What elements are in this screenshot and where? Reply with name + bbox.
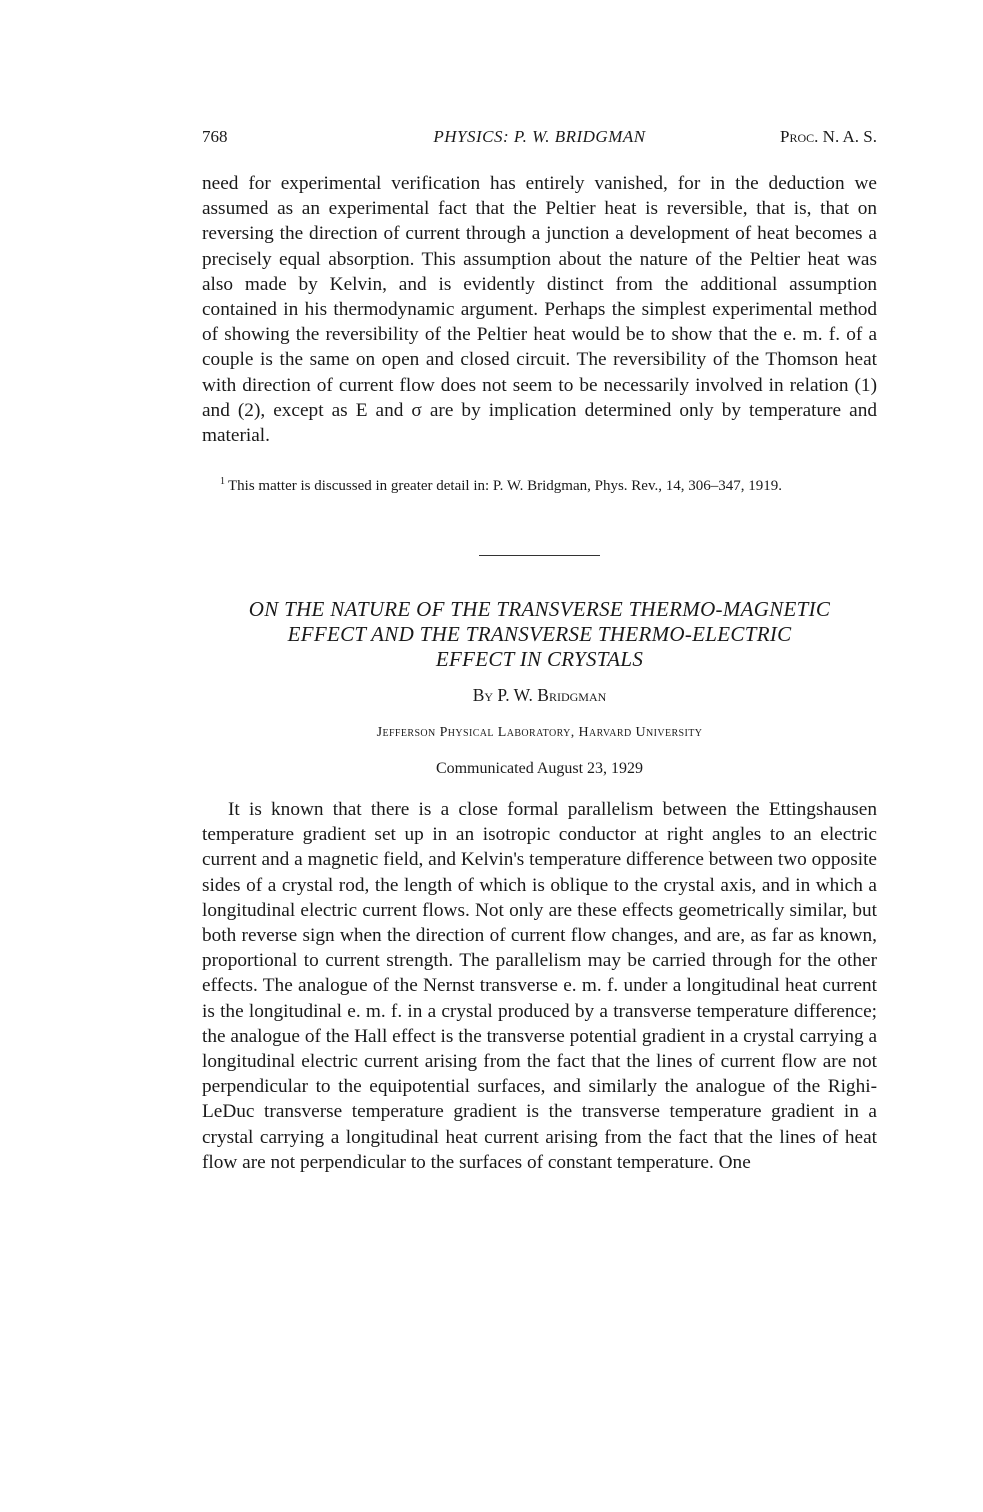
article-title-line: EFFECT IN CRYSTALS — [435, 647, 644, 671]
author-byline: By P. W. Bridgman — [472, 685, 607, 705]
author-affiliation: Jefferson Physical Laboratory, Harvard University — [376, 725, 703, 740]
communicated-date: Communicated August 23, 1929 — [435, 760, 644, 777]
page-number: 768 — [202, 127, 228, 146]
article-first-paragraph-text: It is known that there is a close formal parallelism between the Ettingshausen temperature gradient set up in an isotropic conductor at right angles to an electric current and a magnetic field, and Kelvin's temperature difference between two opposite sides of a crystal rod, the length of which is oblique to the crystal axis, and in which a longitudinal electric current flows. Not only are these effects geometrically similar, but both reverse sign when the direction of current flow changes, and are, as far as known, proportional to current strength. The parallelism may be carried through for the other effects. The analogue of the Nernst transverse e. m. f. under a longitudinal heat current is the longitudinal e. m. f. in a crystal produced by a transverse temperature difference; the analogue of the Hall effect is the transverse potential gradient in a crystal carrying a longitudinal electric current arising from the fact that the lines of current flow are not perpendicular to the equipotential surfaces, and similarly the analogue of the Righi-LeDuc transverse temperature gradient is the transverse temperature gradient in a crystal carrying a longitudinal heat current arising from the fact that the lines of heat flow are not perpendicular to the surfaces of constant temperature. One — [202, 799, 877, 1173]
article-first-paragraph — [202, 797, 877, 1175]
running-title: PHYSICS: P. W. BRIDGMAN — [433, 127, 646, 146]
section-divider — [479, 555, 600, 556]
article-title — [202, 597, 877, 672]
article-title-line: ON THE NATURE OF THE TRANSVERSE THERMO-MAGNETIC — [248, 597, 831, 621]
footnote-marker: 1 — [220, 476, 225, 487]
continued-paragraph — [202, 171, 877, 448]
journal-name: Proc. N. A. S. — [780, 127, 877, 146]
article-title-line: EFFECT AND THE TRANSVERSE THERMO-ELECTRIC — [287, 622, 792, 646]
page-header — [202, 127, 877, 151]
footnote-text: This matter is discussed in greater detail in: P. W. Bridgman, Phys. Rev., 14, 306–347, 1919. — [228, 478, 782, 494]
footnote — [202, 476, 877, 496]
continued-paragraph-text: need for experimental verification has entirely vanished, for in the deduction we assumed as an experimental fact that the Peltier heat is reversible, that is, that on reversing the direction of current through a junction a development of heat becomes a precisely equal absorption. This assumption about the nature of the Peltier heat was also made by Kelvin, and is evidently distinct from the additional assumption contained in his thermodynamic argument. Perhaps the simplest experimental method of showing the reversibility of the Peltier heat would be to show that the e. m. f. of a couple is the same on open and closed circuit. The reversibility of the Thomson heat with direction of current flow does not seem to be necessarily involved in relation (1) and (2), except as E and σ are by implication determined only by temperature and material. — [202, 173, 877, 447]
